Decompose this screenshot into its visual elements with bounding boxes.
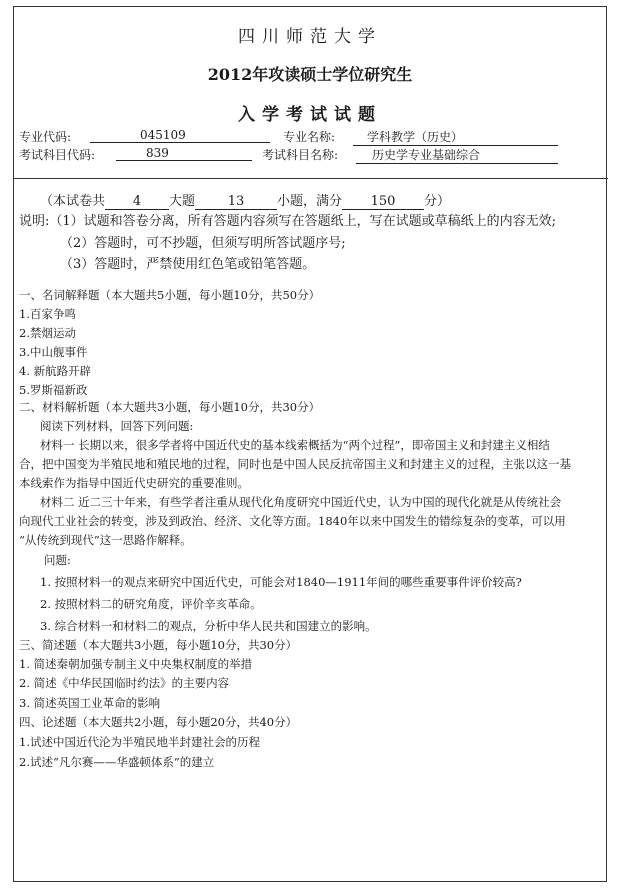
term-item: 2.禁烟运动 [19,326,76,340]
material-2-line: 材料二 近二三十年来，有些学者注重从现代化角度研究中国近代史，认为中国的现代化就是从传统社会 [40,495,562,509]
term-item: 5.罗斯福新政 [19,383,88,397]
question-item: 2. 按照材料二的研究角度，评价辛亥革命。 [40,597,262,611]
subject-code-value: 839 [116,146,252,161]
major-name-value: 学科教学（历史） [353,128,558,146]
question-item: 3. 综合材料一和材料二的观点，分析中华人民共和国建立的影响。 [40,619,377,633]
summary-text-1: （本试卷共 [40,194,106,209]
exam-year-title: 2012年攻读硕士学位研究生 [207,65,413,84]
section-3-heading: 三、简述题（本大题共3小题，每小题10分，共30分） [19,638,298,652]
short-answer-item: 3. 简述英国工业革命的影响 [19,696,161,710]
subject-name-label: 考试科目名称: [262,148,339,162]
exam-summary [40,190,450,210]
header-divider [13,178,608,179]
section-2-heading: 二、材料解析题（本大题共3小题，每小题10分，共30分） [19,400,321,414]
summary-text-2: 大题 [169,194,196,209]
summary-text-3: 小题，满分 [277,194,343,209]
term-item: 4. 新航路开辟 [19,364,92,378]
summary-text-4: 分） [424,194,451,209]
short-answer-item: 2. 简述《中华民国临时约法》的主要内容 [19,676,230,690]
exam-title: 入学考试试题 [238,105,382,125]
major-code-value: 045109 [90,128,270,143]
material-1-line: 合，把中国变为半殖民地和殖民地的过程，同时也是中国人民反抗帝国主义和封建主义的过程，主张以这一基 [19,457,571,471]
total-score: 150 [342,194,424,210]
material-2-line: “从传统到现代”这一思路作解释。 [19,533,192,547]
minor-question-count: 13 [195,194,277,210]
subject-code-label: 考试科目代码: [19,148,96,162]
instruction-2: （2）答题时，可不抄题，但须写明所答试题序号; [60,236,346,251]
subject-name-value: 历史学专业基础综合 [356,146,558,164]
instruction-3: （3）答题时，严禁使用红色笔或铅笔答题。 [60,257,316,272]
term-item: 3.中山舰事件 [19,345,88,359]
term-item: 1.百家争鸣 [19,307,76,321]
major-question-count: 4 [105,194,169,210]
question-item: 1. 按照材料一的观点来研究中国近代史，可能会对1840—1911年间的哪些重要事件评价较高? [40,575,522,589]
material-intro: 阅读下列材料，回答下列问题: [40,419,194,433]
essay-item: 2.试述“凡尔赛——华盛顿体系”的建立 [19,755,215,769]
instruction-1: 说明:（1）试题和答卷分离，所有答题内容须写在答题纸上，写在试题或草稿纸上的内容无效; [19,214,557,229]
section-4-heading: 四、论述题（本大题共2小题，每小题20分，共40分） [19,715,298,729]
material-1-line: 材料一 长期以来，很多学者将中国近代史的基本线索概括为“两个过程”，即帝国主义和封建主义相结 [40,438,550,452]
material-1-line: 本线索作为指导中国近代史研究的重要准则。 [19,476,249,490]
material-2-line: 向现代工业社会的转变，涉及到政治、经济、文化等方面。1840年以来中国发生的错综复杂的变革，可以用 [19,514,566,528]
major-name-label: 专业名称: [283,130,336,144]
major-code-label: 专业代码: [19,130,72,144]
section-1-heading: 一、名词解释题（本大题共5小题，每小题10分，共50分） [19,288,321,302]
essay-item: 1.试述中国近代沦为半殖民地半封建社会的历程 [19,735,260,749]
short-answer-item: 1. 简述秦朝加强专制主义中央集权制度的举措 [19,657,253,671]
questions-label: 问题: [44,553,71,567]
university-name: 四川师范大学 [238,27,382,47]
